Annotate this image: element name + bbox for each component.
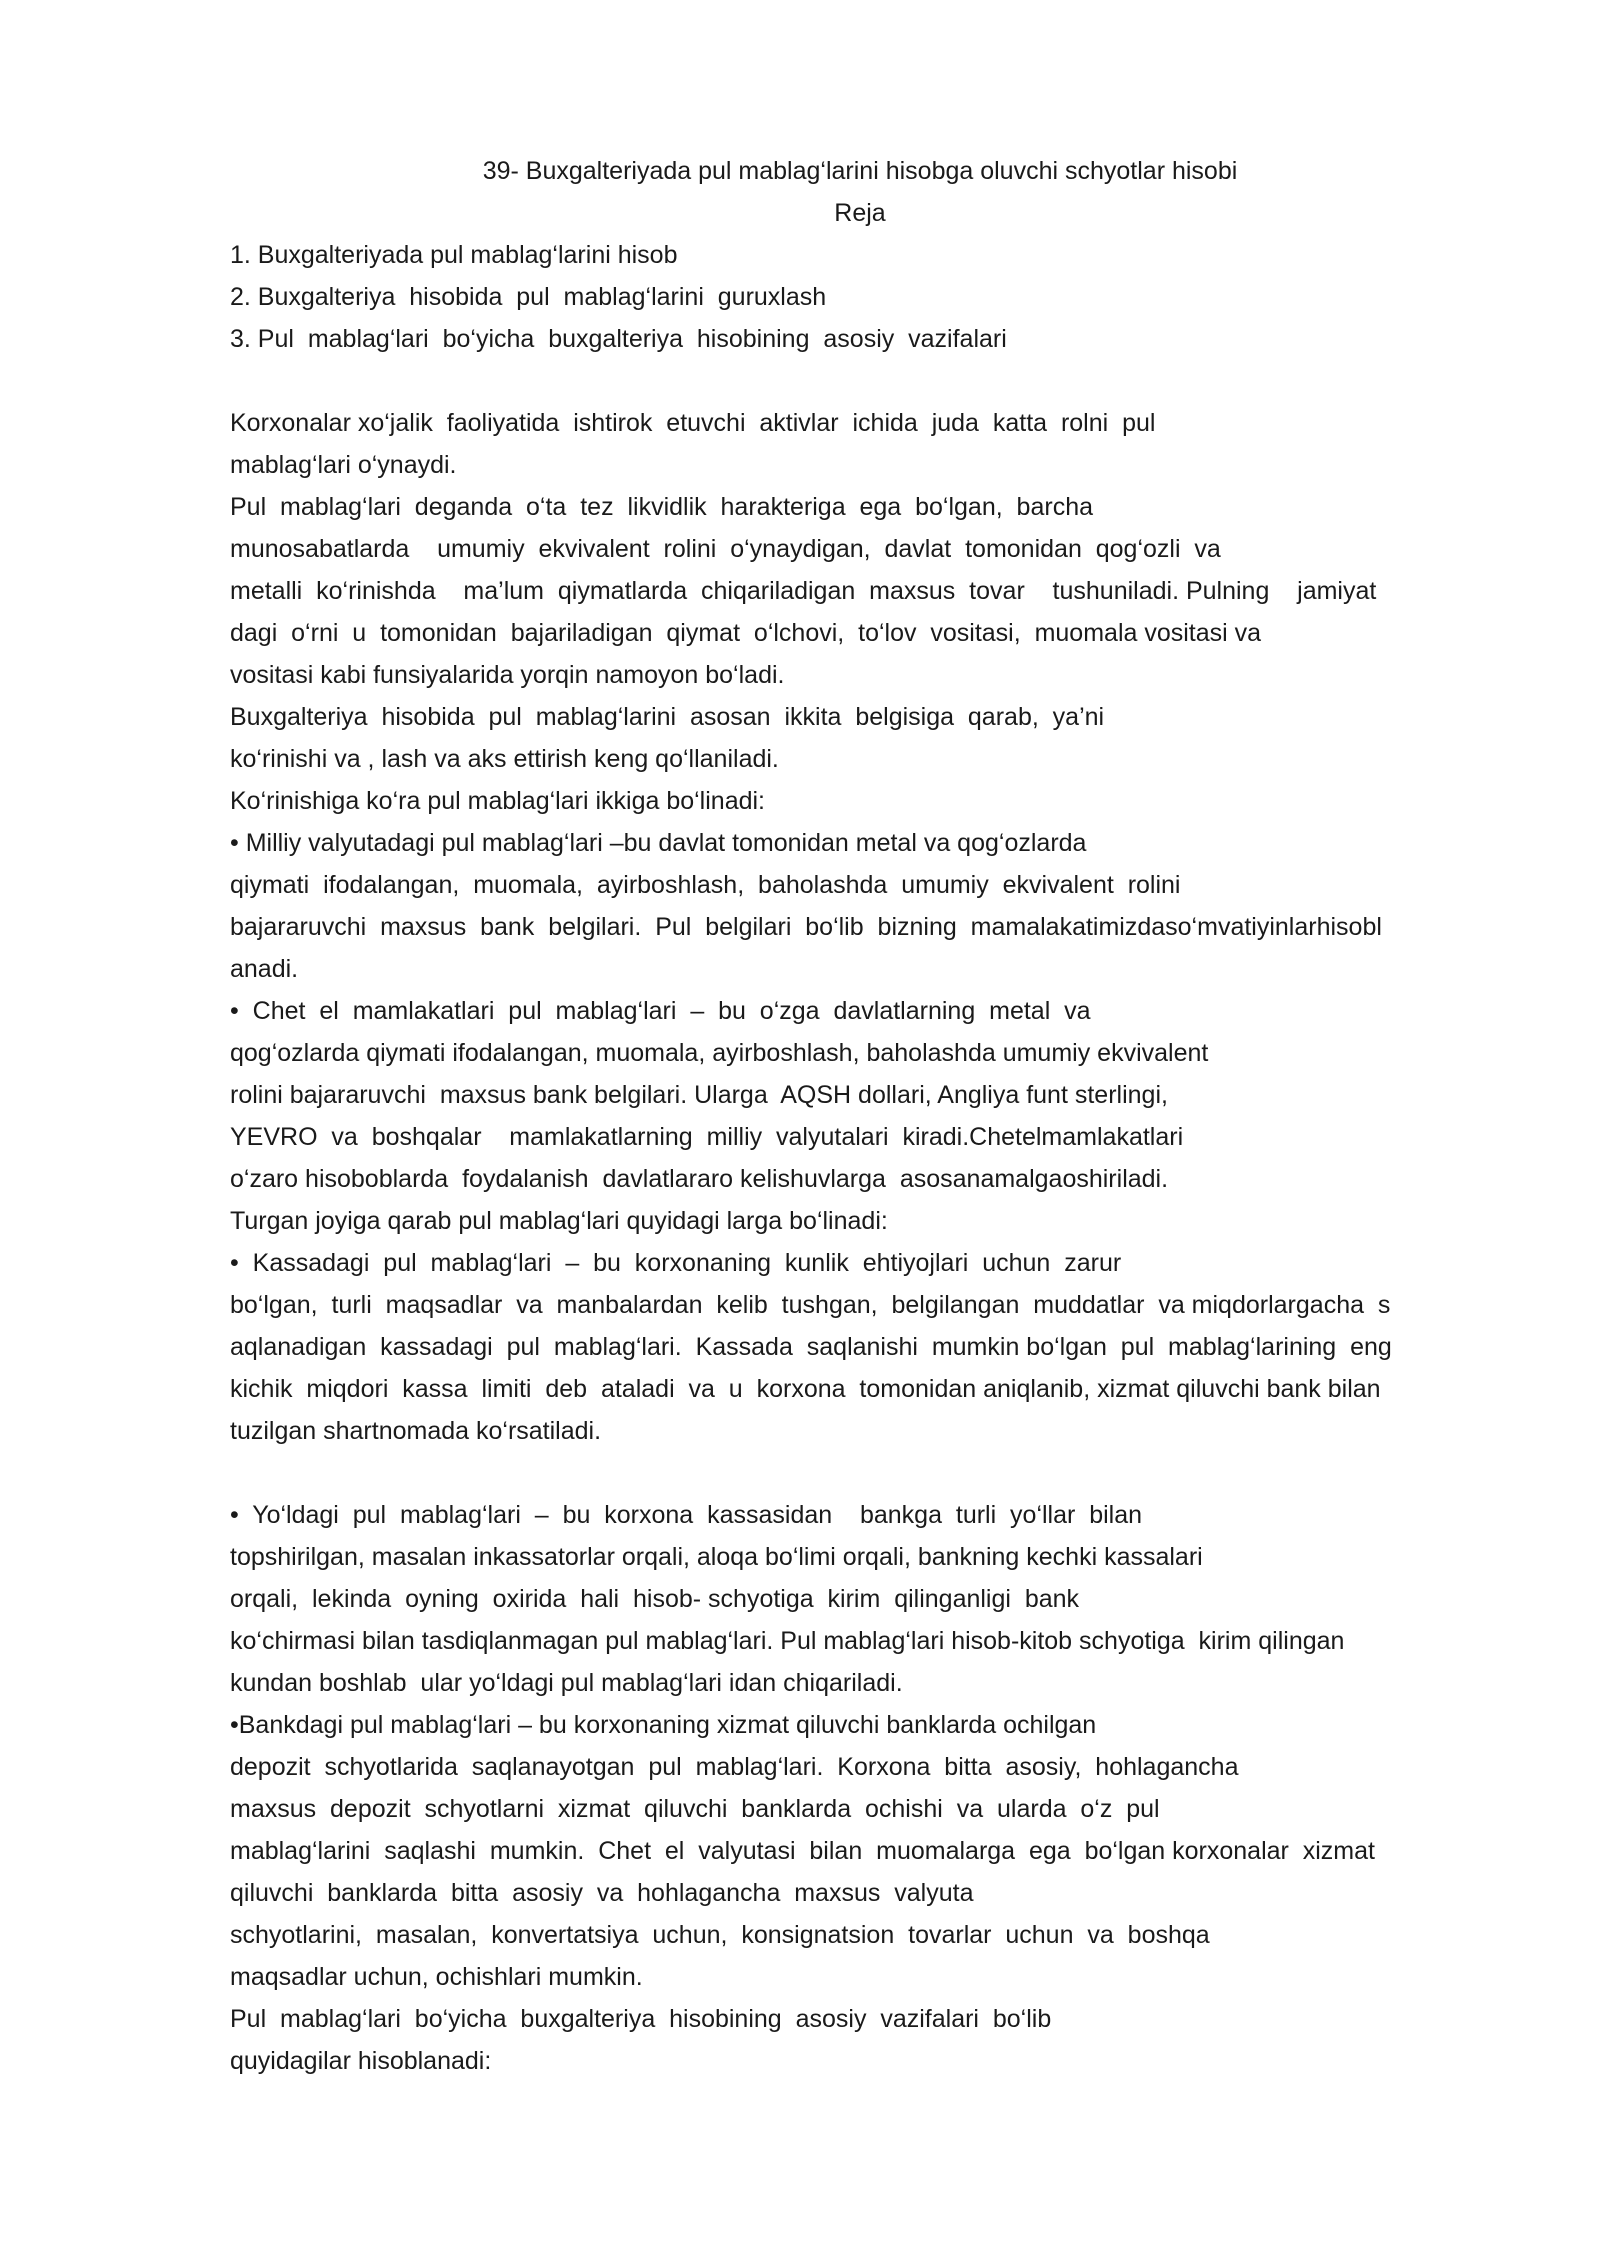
- text-line: rolini bajararuvchi maxsus bank belgilari. Ularga AQSH dollari, Angliya funt sterlingi,: [230, 1081, 1168, 1109]
- plan-item: 3. Pul mablag‘lari bo‘yicha buxgalteriya hisobining asosiy vazifalari: [230, 325, 1007, 353]
- text-line: •Bankdagi pul mablag‘lari – bu korxonaning xizmat qiluvchi banklarda ochilgan: [230, 1711, 1097, 1739]
- document-title: 39- Buxgalteriyada pul mablag‘larini hisobga oluvchi schyotlar hisobi: [482, 157, 1238, 185]
- text-line: aqlanadigan kassadagi pul mablag‘lari. Kassada saqlanishi mumkin bo‘lgan pul mablag‘larining eng: [230, 1333, 1392, 1361]
- text-line: YEVRO va boshqalar mamlakatlarning milliy valyutalari kiradi.Chetelmamlakatlari: [230, 1123, 1184, 1151]
- text-line: • Chet el mamlakatlari pul mablag‘lari – bu o‘zga davlatlarning metal va: [230, 997, 1091, 1025]
- text-line: Pul mablag‘lari bo‘yicha buxgalteriya hisobining asosiy vazifalari bo‘lib: [230, 2005, 1052, 2033]
- text-line: • Kassadagi pul mablag‘lari – bu korxonaning kunlik ehtiyojlari uchun zarur: [230, 1249, 1122, 1277]
- text-line: mablag‘lari o‘ynaydi.: [230, 451, 457, 479]
- text-line: ko‘rinishi va , lash va aks ettirish keng qo‘llaniladi.: [230, 745, 779, 773]
- text-line: bajararuvchi maxsus bank belgilari. Pul belgilari bo‘lib bizning mamalakatimizdaso‘mvatiyinlarhisobl: [230, 913, 1382, 941]
- text-line: topshirilgan, masalan inkassatorlar orqali, aloqa bo‘limi orqali, bankning kechki kassalari: [230, 1543, 1203, 1571]
- plan-list: [230, 234, 1490, 360]
- text-line: Pul mablag‘lari deganda o‘ta tez likvidlik harakteriga ega bo‘lgan, barcha: [230, 493, 1094, 521]
- text-line: • Milliy valyutadagi pul mablag‘lari –bu davlat tomonidan metal va qog‘ozlarda: [230, 829, 1087, 857]
- text-line: o‘zaro hisoboblarda foydalanish davlatlararo kelishuvlarga asosanamalgaoshiriladi.: [230, 1165, 1169, 1193]
- text-line: Turgan joyiga qarab pul mablag‘lari quyidagi larga bo‘linadi:: [230, 1207, 888, 1235]
- text-line: schyotlarini, masalan, konvertatsiya uchun, konsignatsion tovarlar uchun va boshqa: [230, 1921, 1210, 1949]
- text-line: dagi o‘rni u tomonidan bajariladigan qiymat o‘lchovi, to‘lov vositasi, muomala vositasi va: [230, 619, 1262, 647]
- text-line: kundan boshlab ular yo‘ldagi pul mablag‘lari idan chiqariladi.: [230, 1669, 903, 1697]
- body-section-1: [230, 402, 1490, 1452]
- document-subtitle: Reja: [834, 199, 886, 227]
- text-line: qog‘ozlarda qiymati ifodalangan, muomala, ayirboshlash, baholashda umumiy ekvivalent: [230, 1039, 1209, 1067]
- plan-item: 1. Buxgalteriyada pul mablag‘larini hisob: [230, 241, 678, 269]
- document-page: [230, 150, 1490, 2082]
- text-line: Korxonalar xo‘jalik faoliyatida ishtirok etuvchi aktivlar ichida juda katta rolni pul: [230, 409, 1156, 437]
- text-line: maqsadlar uchun, ochishlari mumkin.: [230, 1963, 643, 1991]
- text-line: • Yo‘ldagi pul mablag‘lari – bu korxona kassasidan bankga turli yo‘llar bilan: [230, 1501, 1143, 1529]
- text-line: Buxgalteriya hisobida pul mablag‘larini asosan ikkita belgisiga qarab, ya’ni: [230, 703, 1105, 731]
- text-line: munosabatlarda umumiy ekvivalent rolini o‘ynaydigan, davlat tomonidan qog‘ozli va: [230, 535, 1221, 563]
- text-line: quyidagilar hisoblanadi:: [230, 2047, 492, 2075]
- plan-item: 2. Buxgalteriya hisobida pul mablag‘larini guruxlash: [230, 283, 827, 311]
- text-line: tuzilgan shartnomada ko‘rsatiladi.: [230, 1417, 602, 1445]
- spacer: [230, 360, 1490, 402]
- text-line: mablag‘larini saqlashi mumkin. Chet el valyutasi bilan muomalarga ega bo‘lgan korxonalar xizmat: [230, 1837, 1375, 1865]
- text-line: ko‘chirmasi bilan tasdiqlanmagan pul mablag‘lari. Pul mablag‘lari hisob-kitob schyotiga kirim qilingan: [230, 1627, 1345, 1655]
- text-line: Ko‘rinishiga ko‘ra pul mablag‘lari ikkiga bo‘linadi:: [230, 787, 765, 815]
- text-line: bo‘lgan, turli maqsadlar va manbalardan kelib tushgan, belgilangan muddatlar va miqdorlargacha s: [230, 1291, 1391, 1319]
- text-line: kichik miqdori kassa limiti deb ataladi va u korxona tomonidan aniqlanib, xizmat qiluvchi bank bilan: [230, 1375, 1381, 1403]
- text-line: orqali, lekinda oyning oxirida hali hisob- schyotiga kirim qilinganligi bank: [230, 1585, 1080, 1613]
- text-line: vositasi kabi funsiyalarida yorqin namoyon bo‘ladi.: [230, 661, 785, 689]
- body-section-2: [230, 1494, 1490, 2082]
- text-line: anadi.: [230, 955, 299, 983]
- spacer: [230, 1452, 1490, 1494]
- text-line: metalli ko‘rinishda ma’lum qiymatlarda chiqariladigan maxsus tovar tushuniladi. Pulning jamiyat: [230, 577, 1377, 605]
- text-line: depozit schyotlarida saqlanayotgan pul mablag‘lari. Korxona bitta asosiy, hohlagancha: [230, 1753, 1239, 1781]
- text-line: qiluvchi banklarda bitta asosiy va hohlagancha maxsus valyuta: [230, 1879, 974, 1907]
- text-line: qiymati ifodalangan, muomala, ayirboshlash, baholashda umumiy ekvivalent rolini: [230, 871, 1181, 899]
- text-line: maxsus depozit schyotlarni xizmat qiluvchi banklarda ochishi va ularda o‘z pul: [230, 1795, 1160, 1823]
